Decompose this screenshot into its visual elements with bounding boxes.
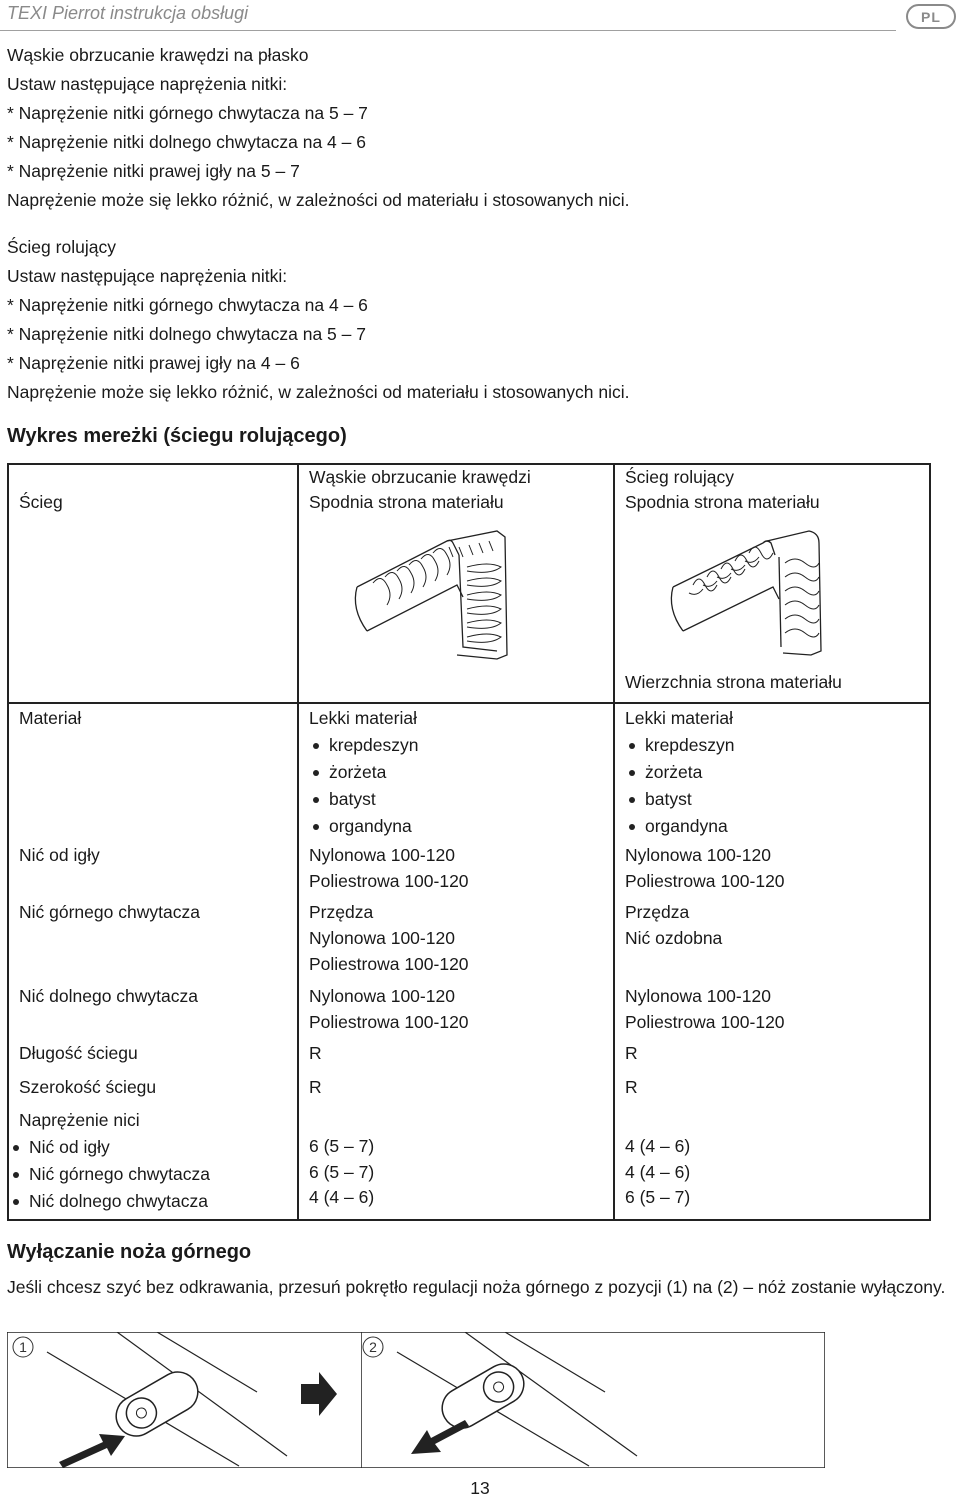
table-row-lower-looper (8, 977, 930, 1035)
stitch-parameters-table (7, 463, 931, 1221)
bullet-icon (313, 824, 319, 830)
knife-section-title: Wyłączanie noża górnego (7, 1241, 252, 1263)
col2-subtitle: Spodnia strona materiału (625, 492, 820, 512)
tension-value: 6 (5 – 7) (625, 1187, 691, 1207)
section-note-rolled: Naprężenie może się lekko różnić, w zależności od materiału i stosowanych nici. (7, 382, 630, 402)
page-number: 13 (470, 1478, 490, 1498)
document-title: TEXI Pierrot instrukcja obsługi (7, 3, 249, 23)
list-item: krepdeszyn (309, 732, 603, 759)
stitch-width-value: R (298, 1067, 614, 1101)
thread-value: Nylonowa 100-120 (309, 928, 455, 948)
thread-value: Poliestrowa 100-120 (309, 1012, 469, 1032)
col2-title: Ścieg rolujący (625, 467, 734, 487)
figure-2-label: 2 (369, 1339, 377, 1355)
table-row-stitch (8, 464, 930, 703)
header-divider (0, 30, 896, 31)
rolled-hem-stitch-illustration (663, 527, 863, 667)
thread-value: Nylonowa 100-120 (625, 845, 771, 865)
narrow-edge-stitch-illustration (347, 527, 547, 667)
col1-title: Wąskie obrzucanie krawędzi (309, 467, 531, 487)
row-label-needle-thread: Nić od igły (8, 840, 298, 894)
tension-item: * Naprężenie nitki górnego chwytacza na 4 – 6 (7, 295, 368, 315)
thread-value: Nylonowa 100-120 (625, 986, 771, 1006)
tension-item: * Naprężenie nitki dolnego chwytacza na 5 – 7 (7, 324, 366, 344)
thread-value: Poliestrowa 100-120 (625, 871, 785, 891)
bullet-icon (13, 1145, 19, 1151)
list-item: batyst (309, 786, 603, 813)
list-item: żorżeta (625, 759, 919, 786)
bullet-icon (629, 743, 635, 749)
thread-value: Nylonowa 100-120 (309, 845, 455, 865)
stitch-length-value: R (614, 1035, 930, 1067)
list-item: krepdeszyn (625, 732, 919, 759)
table-row-stitch-width (8, 1067, 930, 1101)
bullet-icon (13, 1172, 19, 1178)
table-row-needle-thread (8, 840, 930, 894)
table-row-material (8, 703, 930, 840)
row-label-tension: Naprężenie nici (19, 1110, 140, 1130)
bullet-icon (629, 770, 635, 776)
table-row-stitch-length (8, 1035, 930, 1067)
tension-value: 6 (5 – 7) (309, 1161, 375, 1182)
stitch-length-value: R (298, 1035, 614, 1067)
knife-dial-position-2-illustration (361, 1332, 825, 1468)
thread-value: Poliestrowa 100-120 (625, 1012, 785, 1032)
material-title: Lekki materiał (309, 708, 417, 728)
table-row-tension (8, 1101, 930, 1220)
thread-value: Poliestrowa 100-120 (309, 871, 469, 891)
tension-item: * Naprężenie nitki górnego chwytacza na 5 – 7 (7, 103, 368, 123)
row-label-material: Materiał (8, 703, 298, 840)
thread-value: Poliestrowa 100-120 (309, 954, 469, 974)
tension-item: * Naprężenie nitki prawej igły na 5 – 7 (7, 161, 300, 181)
thread-value: Przędza (625, 902, 690, 922)
section-title-narrow: Wąskie obrzucanie krawędzi na płasko (7, 45, 309, 65)
col1-subtitle: Spodnia strona materiału (309, 492, 504, 512)
section-note-narrow: Naprężenie może się lekko różnić, w zależności od materiału i stosowanych nici. (7, 190, 630, 210)
list-item: Nić górnego chwytacza (9, 1161, 287, 1188)
list-item: Nić dolnego chwytacza (9, 1188, 287, 1215)
row-label-stitch-length: Długość ściegu (8, 1035, 298, 1067)
language-badge: PL (906, 4, 956, 29)
row-label-upper-looper: Nić górnego chwytacza (8, 894, 298, 977)
table-row-upper-looper (8, 894, 930, 977)
list-item: żorżeta (309, 759, 603, 786)
bullet-icon (313, 770, 319, 776)
list-item: organdyna (625, 813, 919, 840)
section-intro-narrow: Ustaw następujące naprężenia nitki: (7, 74, 288, 94)
bullet-icon (629, 797, 635, 803)
row-label-stitch-width: Szerokość ściegu (8, 1067, 298, 1101)
material-title: Lekki materiał (625, 708, 733, 728)
figure-1-label: 1 (19, 1339, 27, 1355)
row-label-stitch: Ścieg (19, 492, 63, 512)
diagram-heading: Wykres mereżki (ściegu rolującego) (7, 425, 347, 447)
tension-value: 4 (4 – 6) (625, 1161, 691, 1182)
thread-value: Nylonowa 100-120 (309, 986, 455, 1006)
row-label-lower-looper: Nić dolnego chwytacza (8, 977, 298, 1035)
list-item: batyst (625, 786, 919, 813)
thread-value: Nić ozdobna (625, 928, 723, 948)
list-item: organdyna (309, 813, 603, 840)
tension-item: * Naprężenie nitki prawej igły na 4 – 6 (7, 353, 300, 373)
stitch-width-value: R (614, 1067, 930, 1101)
tension-value: 4 (4 – 6) (309, 1187, 375, 1207)
section-intro-rolled: Ustaw następujące naprężenia nitki: (7, 266, 288, 286)
section-title-rolled: Ścieg rolujący (7, 237, 116, 257)
bullet-icon (13, 1199, 19, 1205)
thread-value: Przędza (309, 902, 374, 922)
tension-item: * Naprężenie nitki dolnego chwytacza na 4 – 6 (7, 132, 366, 152)
knife-section-text: Jeśli chcesz szyć bez odkrawania, przesuń pokrętło regulacji noża górnego z pozycji (1) na (2) – nóż zostanie wyłączony. (7, 1277, 946, 1297)
tension-value: 4 (4 – 6) (625, 1136, 691, 1156)
tension-value: 6 (5 – 7) (309, 1136, 375, 1156)
bullet-icon (313, 797, 319, 803)
col2-caption: Wierzchnia strona materiału (625, 672, 842, 692)
bullet-icon (313, 743, 319, 749)
list-item: Nić od igły (9, 1134, 287, 1161)
bullet-icon (629, 824, 635, 830)
